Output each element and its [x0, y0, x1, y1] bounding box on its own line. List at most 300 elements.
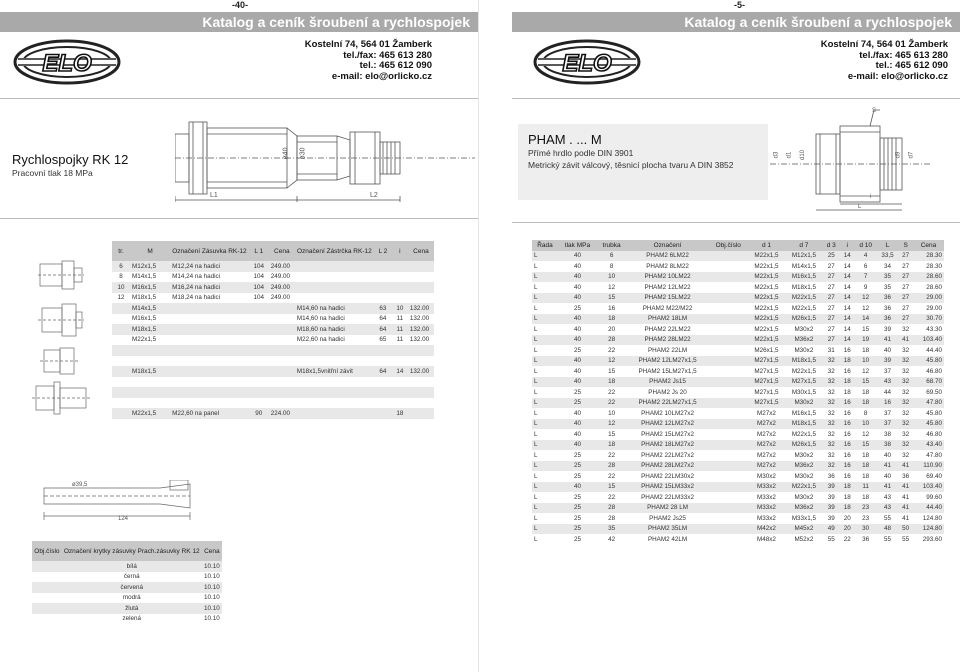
th-cover-designation: Označení krytky zásuvky Prach.zásuvky RK 12: [62, 541, 202, 561]
cell-d1: M48x2: [748, 534, 785, 545]
cell-i: 18: [392, 408, 408, 419]
cell-i: 16: [840, 345, 855, 356]
cell-l1: [249, 366, 269, 377]
cell-d1: M22x1,5: [748, 282, 785, 293]
label-d7: d7: [908, 151, 915, 159]
cell-d7: M33x1,5: [785, 513, 822, 524]
cell-l: 16: [877, 398, 899, 409]
cell-pressure: 40: [558, 356, 597, 367]
table-row: [112, 324, 434, 335]
cell-tube: 15: [597, 293, 626, 304]
cell-series: L: [532, 482, 558, 493]
cell-price: 68.70: [913, 377, 944, 388]
cell-l: 43: [877, 492, 899, 503]
label-d40: ø40: [282, 147, 290, 160]
cell-m: M22x1,5: [130, 335, 170, 346]
cell-price: 43.40: [913, 440, 944, 451]
left-contact-address: Kostelní 74, 564 01 Žamberk: [304, 39, 432, 50]
cell-color: bílá: [62, 561, 202, 572]
cell-series: L: [532, 366, 558, 377]
cell-designation: PHAM2 22LM: [626, 345, 709, 356]
cell-pressure: 40: [558, 335, 597, 346]
cell-i: 18: [840, 377, 855, 388]
cell-price: 47.80: [913, 450, 944, 461]
cell-price-plug: [408, 282, 434, 293]
cell-l1: 104: [249, 293, 269, 304]
cell-designation: PHAM2 42LM: [626, 534, 709, 545]
cell-i: 16: [840, 471, 855, 482]
right-logo-text: ELO: [562, 50, 612, 77]
cell-d1: M27x1,5: [748, 387, 785, 398]
cell-tube: 22: [597, 492, 626, 503]
cell-price: 30.70: [913, 314, 944, 325]
cell-tube: 12: [597, 419, 626, 430]
cell-i: 14: [840, 335, 855, 346]
cell-tube: 15: [597, 366, 626, 377]
cell-tr: 10: [112, 282, 130, 293]
cell-d1: M27x2: [748, 408, 785, 419]
cell-tube: 15: [597, 482, 626, 493]
cell-d7: M18x1,5: [785, 419, 822, 430]
th-cover-price: Cena: [202, 541, 222, 561]
cell-l: 43: [877, 377, 899, 388]
cell-tr: [112, 356, 130, 367]
label-l: L: [858, 204, 862, 210]
cell-d3: 39: [823, 482, 840, 493]
cell-i: 14: [840, 303, 855, 314]
cell-s: 32: [898, 450, 913, 461]
th-d7: d 7: [785, 240, 822, 251]
th-tr: tr.: [112, 241, 130, 261]
table-row: [532, 335, 944, 346]
cell-price: 103.40: [913, 335, 944, 346]
cell-order-no: [709, 377, 748, 388]
cell-price-socket: 224.00: [269, 408, 295, 419]
cell-price-plug: [408, 377, 434, 388]
cell-order-no: [709, 461, 748, 472]
cell-i: 20: [840, 513, 855, 524]
cell-price-socket: [269, 324, 295, 335]
cell-i: [392, 377, 408, 388]
cell-pressure: 40: [558, 251, 597, 262]
cell-s: 27: [898, 303, 913, 314]
cell-pressure: 40: [558, 282, 597, 293]
th-designation: Označení: [626, 240, 709, 251]
cell-d3: 32: [823, 408, 840, 419]
cell-d10: 18: [855, 387, 877, 398]
table-row: [32, 614, 222, 625]
left-header-divider: [0, 98, 478, 99]
cell-color: černá: [62, 572, 202, 583]
th-pressure: tlak MPa: [558, 240, 597, 251]
cell-s: 41: [898, 492, 913, 503]
cell-designation: PHAM2 28 LM: [626, 503, 709, 514]
cell-pressure: 40: [558, 261, 597, 272]
table-row: [532, 461, 944, 472]
cell-pressure: 40: [558, 293, 597, 304]
right-contact-address: Kostelní 74, 564 01 Žamberk: [820, 39, 948, 50]
cell-price-socket: 249.00: [269, 282, 295, 293]
cell-designation: PHAM2 22LM27x1,5: [626, 398, 709, 409]
cell-series: L: [532, 524, 558, 535]
cell-d3: 36: [823, 471, 840, 482]
cell-series: L: [532, 251, 558, 262]
cell-d7: M36x2: [785, 335, 822, 346]
cell-designation: PHAM2 15LM27x2: [626, 429, 709, 440]
left-section-title: Rychlospojky RK 12: [12, 152, 129, 167]
cell-pressure: 40: [558, 408, 597, 419]
cell-price-socket: [269, 345, 295, 356]
cell-d7: M22x1,5: [785, 293, 822, 304]
cell-price-plug: [408, 272, 434, 283]
cell-designation: PHAM2 12LM27x1,5: [626, 356, 709, 367]
cell-d7: M22x1,5: [785, 482, 822, 493]
cell-order-no: [709, 261, 748, 272]
cell-d3: 32: [823, 377, 840, 388]
cell-d10: 15: [855, 377, 877, 388]
cell-l1: [249, 377, 269, 388]
cell-l1: [249, 314, 269, 325]
table-row: [532, 272, 944, 283]
table-row: [532, 429, 944, 440]
cell-order-no: [709, 398, 748, 409]
cell-price-socket: [269, 366, 295, 377]
table-row: [532, 440, 944, 451]
cell-pressure: 25: [558, 471, 597, 482]
cell-socket: [170, 366, 249, 377]
cell-price: 28.60: [913, 282, 944, 293]
cell-d1: M30x2: [748, 471, 785, 482]
cell-socket: M14,24 na hadici: [170, 272, 249, 283]
cell-d1: M27x1,5: [748, 356, 785, 367]
cell-order-no: [709, 303, 748, 314]
cell-l: 41: [877, 482, 899, 493]
cell-l2: [374, 398, 392, 409]
cell-l2: [374, 272, 392, 283]
cell-series: L: [532, 261, 558, 272]
cell-pressure: 25: [558, 513, 597, 524]
cell-d7: M30x2: [785, 450, 822, 461]
cell-price: 103.40: [913, 482, 944, 493]
table-row: [32, 561, 222, 572]
cell-d7: M36x2: [785, 461, 822, 472]
cell-d7: M26x1,5: [785, 440, 822, 451]
cell-m: [130, 356, 170, 367]
table-row: [112, 356, 434, 367]
cell-order-no: [709, 356, 748, 367]
table-row: [112, 408, 434, 419]
cell-socket: [170, 345, 249, 356]
cell-series: L: [532, 377, 558, 388]
cell-d3: 55: [823, 534, 840, 545]
th-i: i: [840, 240, 855, 251]
cell-d10: 19: [855, 335, 877, 346]
cell-price: 45.80: [913, 419, 944, 430]
right-contact-email[interactable]: e-mail: elo@orlicko.cz: [847, 70, 948, 82]
cell-i: 18: [840, 482, 855, 493]
cell-plug: [295, 377, 374, 388]
cell-pressure: 25: [558, 387, 597, 398]
cell-pressure: 40: [558, 366, 597, 377]
cell-order-no: [32, 614, 62, 625]
cell-s: 27: [898, 314, 913, 325]
cell-d3: 27: [823, 293, 840, 304]
cell-s: 27: [898, 272, 913, 283]
cell-pressure: 25: [558, 503, 597, 514]
label-124: 124: [118, 516, 129, 522]
cell-l: 48: [877, 524, 899, 535]
cell-s: 41: [898, 513, 913, 524]
cell-tube: 18: [597, 314, 626, 325]
cell-pressure: 40: [558, 272, 597, 283]
cell-order-no: [709, 251, 748, 262]
cell-designation: PHAM2 12LM27x2: [626, 419, 709, 430]
cell-order-no: [32, 603, 62, 614]
th-order-no: Obj.číslo: [32, 541, 62, 561]
cell-d7: M30x1,5: [785, 387, 822, 398]
cell-d3: 32: [823, 356, 840, 367]
table-row: [112, 366, 434, 377]
cell-d7: M26x1,5: [785, 314, 822, 325]
cell-pressure: 25: [558, 303, 597, 314]
table-row: [532, 251, 944, 262]
cell-i: [392, 387, 408, 398]
cell-s: 32: [898, 366, 913, 377]
cell-d7: M30x2: [785, 398, 822, 409]
cell-designation: PHAM2 18LM: [626, 314, 709, 325]
table-row: [532, 419, 944, 430]
cell-m: M16x1,5: [130, 282, 170, 293]
cell-price-plug: 132.00: [408, 303, 434, 314]
cell-d7: M30x2: [785, 471, 822, 482]
cell-i: 14: [840, 251, 855, 262]
cell-socket: M18,24 na hadici: [170, 293, 249, 304]
cell-d3: 27: [823, 314, 840, 325]
cell-tube: 35: [597, 524, 626, 535]
cell-d10: 18: [855, 461, 877, 472]
cell-i: 11: [392, 335, 408, 346]
cell-designation: PHAM2 15LM33x2: [626, 482, 709, 493]
cell-designation: PHAM2 28LM22: [626, 335, 709, 346]
cell-d10: 14: [855, 314, 877, 325]
cell-l: 41: [877, 461, 899, 472]
left-elo-logo: [12, 38, 122, 91]
cell-designation: PHAM2 22LM22: [626, 324, 709, 335]
table-row: [532, 492, 944, 503]
cell-price: 29.00: [913, 303, 944, 314]
cell-m: M12x1,5: [130, 261, 170, 272]
table-row: [112, 398, 434, 409]
cell-d10: 12: [855, 293, 877, 304]
cell-tr: 12: [112, 293, 130, 304]
cell-price: 28.60: [913, 272, 944, 283]
cell-m: M16x1,5: [130, 314, 170, 325]
table-row: [112, 272, 434, 283]
cell-plug: [295, 261, 374, 272]
cell-i: [392, 261, 408, 272]
left-page-number: -40-: [232, 0, 249, 10]
cell-d1: M27x2: [748, 461, 785, 472]
coupling-female-icon: [40, 346, 80, 381]
cell-series: L: [532, 492, 558, 503]
cell-tube: 28: [597, 513, 626, 524]
cell-l2: 63: [374, 303, 392, 314]
cell-l1: [249, 335, 269, 346]
left-contact-tel: tel.: 465 612 090: [359, 60, 432, 71]
cell-l2: 65: [374, 335, 392, 346]
cell-tr: [112, 366, 130, 377]
table-row: [112, 293, 434, 304]
cell-d1: M22x1,5: [748, 314, 785, 325]
cell-series: L: [532, 503, 558, 514]
th-series: Řada: [532, 240, 558, 251]
cell-price: 10.10: [202, 593, 222, 604]
cell-price-plug: 132.00: [408, 335, 434, 346]
cell-d7: M30x2: [785, 345, 822, 356]
cell-i: 16: [840, 429, 855, 440]
cell-s: 32: [898, 377, 913, 388]
table-row: [112, 314, 434, 325]
cell-d10: 9: [855, 282, 877, 293]
cell-s: 55: [898, 534, 913, 545]
th-l2: L 2: [374, 241, 392, 261]
cell-series: L: [532, 429, 558, 440]
cell-tube: 28: [597, 503, 626, 514]
cell-i: 11: [392, 324, 408, 335]
cell-d10: 23: [855, 503, 877, 514]
cell-series: L: [532, 398, 558, 409]
table-row: [532, 387, 944, 398]
cell-d10: 12: [855, 303, 877, 314]
cell-s: 36: [898, 471, 913, 482]
cell-l1: [249, 303, 269, 314]
table-row: [532, 366, 944, 377]
cell-i: 20: [840, 524, 855, 535]
table-row: [112, 377, 434, 388]
cell-pressure: 25: [558, 492, 597, 503]
th-l1: L 1: [249, 241, 269, 261]
cell-designation: PHAM2 6LM22: [626, 251, 709, 262]
cell-order-no: [709, 419, 748, 430]
cell-plug: [295, 408, 374, 419]
th-s: S: [898, 240, 913, 251]
cell-d10: 18: [855, 492, 877, 503]
cell-d1: M27x1,5: [748, 366, 785, 377]
table-row: [532, 482, 944, 493]
table-row: [532, 303, 944, 314]
cell-tube: 22: [597, 387, 626, 398]
cell-series: L: [532, 282, 558, 293]
cell-d3: 49: [823, 524, 840, 535]
cell-designation: PHAM2 15LM27x1,5: [626, 366, 709, 377]
cell-d10: 8: [855, 408, 877, 419]
left-section-divider: [0, 218, 478, 219]
cell-m: M22x1,5: [130, 408, 170, 419]
table-row: [532, 534, 944, 545]
cell-color: zelená: [62, 614, 202, 625]
cell-color: modrá: [62, 593, 202, 604]
cell-d7: M18x1,5: [785, 356, 822, 367]
cell-l: 36: [877, 293, 899, 304]
cell-price-plug: [408, 345, 434, 356]
cell-d7: M30x2: [785, 324, 822, 335]
cell-d1: M27x1,5: [748, 377, 785, 388]
cell-l: 33,5: [877, 251, 899, 262]
cell-i: 14: [840, 261, 855, 272]
cell-order-no: [709, 345, 748, 356]
left-contact-email[interactable]: e-mail: elo@orlicko.cz: [331, 70, 432, 82]
cell-d1: M33x2: [748, 503, 785, 514]
cell-pressure: 25: [558, 534, 597, 545]
table-row: [532, 450, 944, 461]
cell-d10: 12: [855, 429, 877, 440]
table-row: [532, 282, 944, 293]
cell-m: M18x1,5: [130, 366, 170, 377]
cell-l: 39: [877, 324, 899, 335]
cell-d3: 32: [823, 366, 840, 377]
cell-order-no: [32, 582, 62, 593]
cell-order-no: [709, 282, 748, 293]
cell-i: 16: [840, 398, 855, 409]
cell-l2: 64: [374, 366, 392, 377]
cell-i: 14: [840, 272, 855, 283]
cell-i: 16: [840, 440, 855, 451]
cell-l: 38: [877, 429, 899, 440]
right-section-subtitle-1: Přímé hrdlo podle DIN 3901: [528, 148, 634, 158]
left-header-title: Katalog a ceník šroubení a rychlospojek: [0, 12, 478, 32]
cell-tr: [112, 408, 130, 419]
cell-tr: [112, 303, 130, 314]
cell-price: 69.40: [913, 471, 944, 482]
cell-price: 10.10: [202, 603, 222, 614]
cell-price: 124.80: [913, 513, 944, 524]
cell-d3: 27: [823, 282, 840, 293]
cell-d1: M33x2: [748, 482, 785, 493]
cell-series: L: [532, 314, 558, 325]
cell-s: 41: [898, 461, 913, 472]
cell-order-no: [709, 272, 748, 283]
cell-designation: PHAM2 12LM22: [626, 282, 709, 293]
cell-price-plug: [408, 398, 434, 409]
table-row: [32, 582, 222, 593]
cell-plug: [295, 282, 374, 293]
cell-l2: [374, 293, 392, 304]
cell-d10: 15: [855, 324, 877, 335]
cell-d7: M27x1,5: [785, 377, 822, 388]
cell-tr: [112, 377, 130, 388]
cell-d7: M22x1,5: [785, 303, 822, 314]
cell-tr: [112, 345, 130, 356]
cell-l: 36: [877, 303, 899, 314]
cell-series: L: [532, 408, 558, 419]
right-contact-tel: tel.: 465 612 090: [875, 60, 948, 71]
cell-price-plug: 132.00: [408, 324, 434, 335]
cell-d10: 7: [855, 272, 877, 283]
cell-price-plug: [408, 261, 434, 272]
cell-order-no: [709, 482, 748, 493]
cell-order-no: [709, 513, 748, 524]
cell-order-no: [709, 366, 748, 377]
cell-pressure: 40: [558, 440, 597, 451]
cell-i: 16: [840, 366, 855, 377]
table-row: [532, 261, 944, 272]
dust-cover-drawing: [40, 480, 220, 530]
cell-l: 35: [877, 272, 899, 283]
cell-s: 41: [898, 482, 913, 493]
cell-pressure: 40: [558, 314, 597, 325]
cell-designation: PHAM2 Js 20: [626, 387, 709, 398]
cell-series: L: [532, 450, 558, 461]
